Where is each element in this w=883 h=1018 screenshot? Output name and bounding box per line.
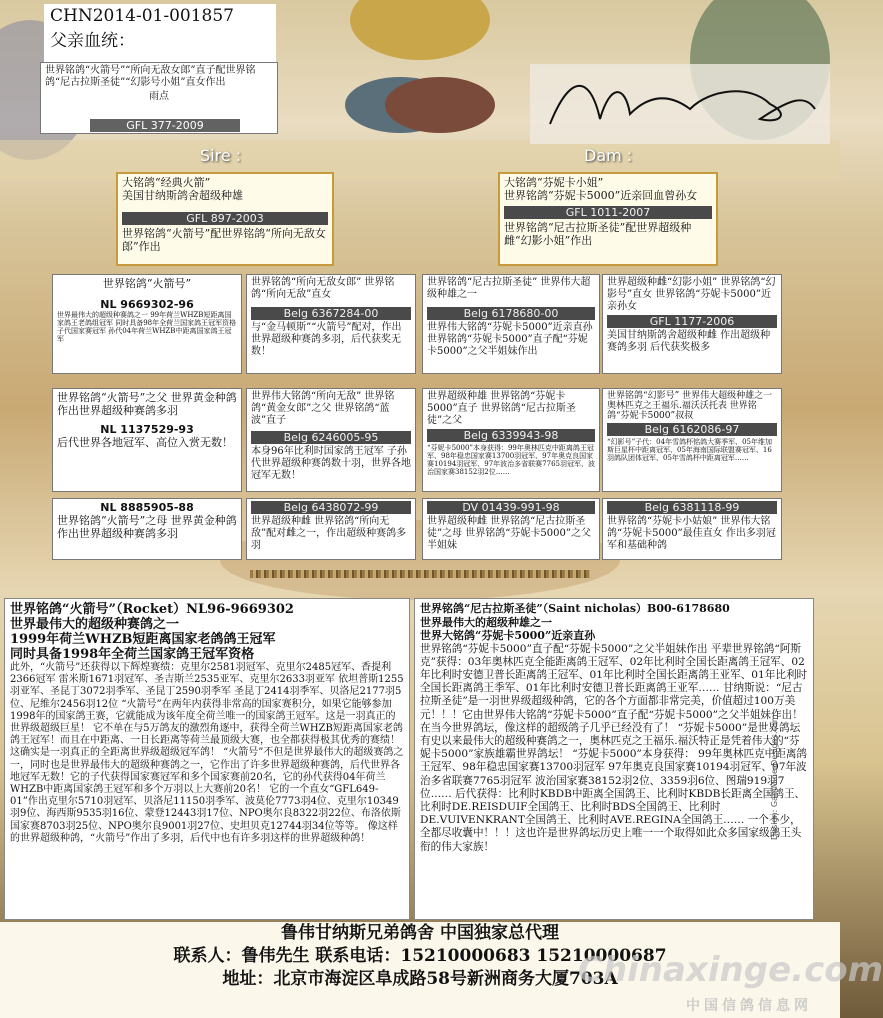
gen2-2-ring: Belg 6367284-00: [251, 307, 411, 320]
left-panel-subtitle-3: 同时具备1998年全荷兰国家鸽王冠军资格: [10, 647, 255, 662]
gen2-1-top: 世界铭鸽“火箭号”: [102, 277, 192, 290]
gen3-4-ring: Belg 6162086-97: [607, 423, 777, 436]
gen2-4-ring: GFL 1177-2006: [607, 315, 777, 328]
header-ring: CHN2014-01-001857: [50, 6, 234, 26]
watermark-sub: 中国信鸽信息网: [686, 998, 812, 1014]
gen1-dam-line3: 世界铭鸽“尼古拉斯圣徒”配世界超级种雌“幻影小姐”作出: [504, 221, 692, 247]
gen1-dam-ring: GFL 1011-2007: [504, 206, 712, 219]
right-panel-subtitle-2: 世界大铭鸽“芬妮卡5000”近亲直孙: [420, 629, 596, 642]
gen2-box-4: [602, 274, 782, 374]
gen3-3-ring: Belg 6339943-98: [427, 429, 595, 442]
gen2-4-top: 世界超级种雌“幻影小姐” 世界铭鸽“幻影号”直女 世界铭鸽“芬妮卡5000”近亲孙女: [607, 277, 776, 312]
decorative-strip: [250, 570, 590, 578]
header-title: 父亲血统：: [50, 31, 135, 51]
gen2-box-1: [52, 274, 242, 374]
right-panel-body: 世界铭鸽“芬妮卡5000”直子配“芬妮卡5000”之父半姐妹作出 平辈世界铭鸽“阿斯克”获得：03年奥林匹克全能距离鸽王冠军、02年比利时全国长距离鸽王冠军、02年比利时安德卫普长距离鸽王冠军、01年比利时全国长距离鸽王亚军、01年比利时全国长距离鸽王季军、01年比利时安德卫普长距离鸽王亚军…… 甘纳斯说：“尼古拉斯圣徒”是一羽世界级超级种鸽，它的各个方面都非常完美，价值超过100万美元！！！它由世界伟大铭鸽“芬妮卡5000”直子配“芬妮卡5000”之父半姐妹作出！在当今世界鸽坛，像这样的超级鸽子几乎已经没有了！ “芬妮卡5000”是世界鸽坛有史以来最伟大的超级种赛鸽之一，奥林匹克之王福乐.福沃特正是凭着伟大的“芬妮卡5000”家族雄霸世界鸽坛！ “芬妮卡5000”本身获得： 99年奥林匹克中距离鸽王冠军、98年稳忠国家赛13700羽冠军 97年奥克良国家赛10194羽冠军、97年波治多省联赛7765羽冠军 波治国家赛38152羽2位、3359羽6位、图瑞919羽7位…… 后代获得：比利时KBDB中距离全国鸽王、比利时KBDB长距离全国鸽王、比利时DE.REISDUIF全国鸽王、比利时BDS全国鸽王、比利时DE.VUIVENKRANT全国鸽王、比利时AVE.REGINA全国鸽王…… 一个不少，全都尽收囊中！！！这也许是世界鸽坛历史上唯一一个取得如此众多国家级鸽王头衔的伟大家族！: [420, 642, 808, 853]
right-description-panel: [414, 598, 814, 920]
gen3-box-4: [602, 388, 782, 492]
gen2-3-ring: Belg 6178680-00: [427, 307, 595, 320]
gen3-box-5: [52, 498, 242, 560]
right-panel-subtitle-1: 世界最伟大的超级种雄之一: [420, 615, 552, 629]
gen1-sire-line2: 美国甘纳斯鸽舍超级种雄: [122, 189, 243, 202]
watermark-logo: Chinaxinge.com: [578, 950, 883, 990]
right-panel-title: 世界铭鸽“尼古拉斯圣徒”（Saint nicholas）B00-6178680: [420, 602, 730, 615]
gen1-dam-line2: 世界铭鸽“芬妮卡5000”近亲回血曾孙女: [504, 189, 698, 202]
left-panel-subtitle-2: 1999年荷兰WHZB短距离国家老鸽鸽王冠军: [10, 632, 276, 647]
design-credit: Design: GamMinerDesigns.com: [770, 714, 779, 840]
left-panel-body: 此外，“火箭号”还获得以下辉煌赛绩：克里尔2581羽冠军、克里尔2485冠军、香提利2366冠军 雷米斯1671羽冠军、圣吉斯兰2535亚军、克里尔2633羽亚军 依坦普斯1255羽亚军、圣昆丁3072羽季军、圣昆丁2590羽季军 圣昆丁2414羽季军、贝洛尼2177羽5位、尼维尔2456羽12位 “火箭号”在两年内获得非常高的国家赛积分，如果它能够参加1998年的国家鸽王赛，它就能成为该年度全荷兰唯一的国家鸽王冠军。这是一羽真正的世界级超级巨星！ 它不单在与5万鸽友的激烈角逐中，获得全荷兰WHZB短距离国家老鸽鸽王冠军！而且在中距离、一日长距离等荷兰最顶级大赛，也全都获得极其优秀的赛绩！这确实是一羽真正的全距离世界级超级冠军鸽！ “火箭号”不但是世界最伟大的超级赛鸽之一，同时也是世界最伟大的超级种赛鸽之一，它作出了许多世界超级种赛鸽，后代世界各地冠军无数！它的子代获得国家赛冠军和多个国家赛前20名，它的孙代获得04年荷兰WHZB中距离国家鸽王冠军和多个万羽以上大赛前20名！ 它的一个直女“GFL649-01”作出克里尔5710羽冠军、贝洛尼11150羽季军、波莫伦7773羽4位、克里尔10349羽9位、海西斯9535羽16位、蒙登12443羽17位、NPO奥尔良8322羽22位、布洛依斯国家赛8703羽25位、NPO奥尔良9001羽27位、史坦贝克12744羽34位等等。 像这样的世界超级种鸽，“火箭号”作出了多羽，后代中也有许多羽这样的世界超级种鸽！: [10, 662, 404, 844]
gen3-8-ring: Belg 6381118-99: [607, 501, 777, 514]
gen2-2-top: 世界铭鸽“所向无敌女郎” 世界铭鸽“所向无敌”直女: [251, 277, 395, 300]
gen3-3-body: “芬妮卡5000”本身获得：99年奥林匹克中距离鸽王冠军、98年稳忠国家赛13700羽冠军、97年奥克良国家赛10194羽冠军、97年波治多省联赛7765羽冠军、波治国家赛38152羽2位……: [427, 444, 595, 476]
father-ring: GFL 377-2009: [90, 119, 240, 132]
gen1-dam-box: [498, 172, 718, 266]
gen3-box-7: [422, 498, 600, 560]
sire-label: Sire :: [200, 146, 242, 165]
left-description-panel: [4, 598, 410, 920]
gen3-1-top: 世界铭鸽“火箭号”之父 世界黄金种鸽 作出世界超级种赛鸽多羽: [57, 391, 237, 417]
gen2-3-body: 世界伟大铭鸽“芬妮卡5000”近亲直孙 世界铭鸽“芬妮卡5000”直子配“芬妮卡5000”之父半姐妹作出: [427, 322, 593, 357]
father-note-text: 世界铭鸽“火箭号”“所向无敌女郎”直子配世界铭鸽“尼古拉斯圣徒”“幻影号小姐”直女作出: [45, 65, 256, 88]
gen3-4-top: 世界铭鸽“幻影号” 世界伟大超级种雄之一 奥林匹克之王福乐.福沃沃托表 世界铭鸽“芬妮卡5000”叔叔: [607, 391, 773, 421]
gen2-4-body: 美国甘纳斯鸽舍超级种雌 作出超级种赛鸽多羽 后代获奖极多: [607, 330, 771, 353]
gen3-4-body: “幻影号”子代：04年雪鸽杯铭鸽大赛季军、05年维加斯巨星杯中距离冠军、05年海南国际联盟赛冠军、16羽鸽队团体冠军、05年雪鸽杯中距离冠军……: [607, 438, 772, 462]
gen3-6-ring: Belg 6438072-99: [251, 501, 411, 514]
gen3-box-1: [52, 388, 242, 492]
footer-line-3: 地址：北京市海淀区阜成路58号新洲商务大厦703A: [222, 969, 618, 989]
gen3-6-top: 世界超级种雌 世界铭鸽“所向无敌”配对雌之一，作出超级种赛鸽多羽: [251, 516, 407, 551]
gen2-box-3: [422, 274, 600, 374]
gen2-box-2: [246, 274, 416, 374]
gen3-5-body: 世界铭鸽“火箭号”之母 世界黄金种鸽 作出世界超级种赛鸽多羽: [57, 514, 237, 540]
footer-line-2: 联系人：鲁伟先生 联系电话：15210000683 15210000687: [173, 946, 667, 966]
signature: [530, 64, 830, 144]
gen3-1-body: 后代世界各地冠军、高位入赏无数！: [57, 436, 233, 449]
gen3-2-ring: Belg 6246005-95: [251, 431, 411, 444]
gen3-7-top: 世界超级种雌 世界铭鸽“尼古拉斯圣徒”之母 世界铭鸽“芬妮卡5000”之父半姐妹: [427, 516, 591, 551]
header-box: [44, 4, 276, 62]
dam-label: Dam :: [584, 146, 633, 165]
gen1-dam-line1: 大铭鸽“芬妮卡小姐”: [504, 176, 604, 189]
gen3-box-6: [246, 498, 416, 560]
gen3-box-2: [246, 388, 416, 492]
gen3-7-ring: DV 01439-991-98: [427, 501, 595, 514]
footer-line-1: 鲁伟甘纳斯兄弟鸽舍 中国独家总代理: [281, 923, 559, 943]
gen3-3-top: 世界超级种雄 世界铭鸽“芬妮卡5000”直子 世界铭鸽“尼古拉斯圣徒”之父: [427, 391, 576, 426]
gen3-box-8: [602, 498, 782, 560]
gen1-sire-ring: GFL 897-2003: [122, 212, 328, 225]
gen3-8-top: 世界铭鸽“芬妮卡小姑娘” 世界伟大铭鸽“芬妮卡5000”最佳直女 作出多羽冠军和基础种鸽: [607, 516, 776, 551]
father-name: 雨点: [149, 91, 169, 102]
gen3-2-body: 本身96年比利时国家鸽王冠军 子孙代世界超级种赛鸽数十羽，世界各地冠军无数！: [251, 446, 411, 481]
gen3-5-ring: NL 8885905-88: [100, 501, 194, 514]
gen2-1-ring: NL 9669302-96: [100, 298, 194, 311]
left-panel-subtitle-1: 世界最伟大的超级种赛鸽之一: [10, 617, 180, 632]
gen1-sire-line3: 世界铭鸽“火箭号”配世界铭鸽“所向无敌女郎”作出: [122, 227, 326, 253]
gen1-sire-line1: 大铭鸽“经典火箭”: [122, 176, 211, 189]
gen1-sire-box: [116, 172, 334, 266]
gen3-1-ring: NL 1137529-93: [100, 423, 194, 436]
gen3-box-3: [422, 388, 600, 492]
gen2-2-body: 与“金马顿斯”“火箭号”配对，作出世界超级种赛鸽多羽，后代获奖无数！: [251, 322, 402, 357]
gen3-2-top: 世界伟大铭鸽“所向无敌” 世界铭鸽“黄金女郎”之父 世界铭鸽“蓝波”直子: [251, 391, 395, 426]
gen2-1-body: 世界最伟大的超级种赛鸽之一 99年荷兰WHZB短距离国家鸽王老鸽组冠军 同时具备98年全荷兰国家鸽王冠军资格 子代国家赛冠军 孙代04年荷兰WHZB中距离国家鸽王冠军: [57, 311, 237, 343]
left-panel-title: 世界铭鸽“火箭号”（Rocket）NL96-9669302: [10, 602, 294, 617]
gen2-3-top: 世界铭鸽“尼古拉斯圣徒” 世界伟大超级种雄之一: [427, 277, 591, 300]
